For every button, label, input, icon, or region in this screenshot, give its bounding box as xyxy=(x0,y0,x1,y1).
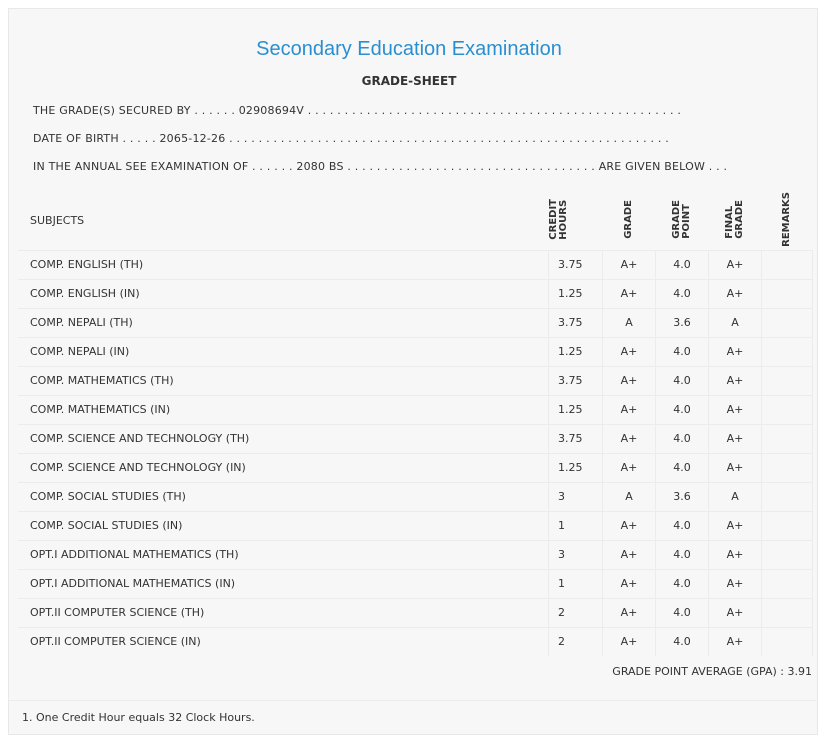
credit-hours-cell: 3 xyxy=(549,482,603,511)
final-grade-cell: A+ xyxy=(709,598,762,627)
remarks-cell xyxy=(762,366,813,395)
grade-cell: A+ xyxy=(603,337,656,366)
final-grade-cell: A+ xyxy=(709,627,762,656)
table-row xyxy=(18,627,813,656)
grade-point-cell: 4.0 xyxy=(656,366,709,395)
grade-cell: A xyxy=(603,482,656,511)
table-row xyxy=(18,279,813,308)
table-row xyxy=(18,569,813,598)
grade-point-cell: 4.0 xyxy=(656,453,709,482)
notes-list xyxy=(22,711,255,731)
grade-sheet-heading: GRADE-SHEET xyxy=(361,74,457,88)
header-grade-point xyxy=(656,192,709,250)
grade-cell: A+ xyxy=(603,627,656,656)
grade-cell: A+ xyxy=(603,598,656,627)
grade-point-cell: 4.0 xyxy=(656,395,709,424)
final-grade-cell: A+ xyxy=(709,366,762,395)
table-row xyxy=(18,540,813,569)
remarks-cell xyxy=(762,482,813,511)
grade-point-cell: 3.6 xyxy=(656,308,709,337)
credit-hours-cell: 3.75 xyxy=(549,250,603,279)
remarks-cell xyxy=(762,569,813,598)
subject-cell: COMP. SCIENCE AND TECHNOLOGY (TH) xyxy=(18,424,549,453)
grade-cell: A+ xyxy=(603,279,656,308)
final-grade-cell: A+ xyxy=(709,540,762,569)
table-row xyxy=(18,337,813,366)
grades-table xyxy=(18,192,813,656)
final-grade-cell: A+ xyxy=(709,337,762,366)
exam-line: IN THE ANNUAL SEE EXAMINATION OF . . . . . . 2080 BS . . . . . . . . . . . . . . . . . . . . . . . . . . . . . . . . . . ARE GIVEN BELOW . . . xyxy=(33,160,728,173)
credit-hours-cell: 1.25 xyxy=(549,395,603,424)
grade-point-cell: 4.0 xyxy=(656,627,709,656)
table-row xyxy=(18,424,813,453)
grade-point-cell: 3.6 xyxy=(656,482,709,511)
grade-point-cell: 4.0 xyxy=(656,250,709,279)
remarks-cell xyxy=(762,627,813,656)
grade-point-cell: 4.0 xyxy=(656,337,709,366)
table-row xyxy=(18,366,813,395)
credit-hours-cell: 2 xyxy=(549,627,603,656)
subject-cell: OPT.I ADDITIONAL MATHEMATICS (TH) xyxy=(18,540,549,569)
grade-point-cell: 4.0 xyxy=(656,279,709,308)
header-subjects xyxy=(18,192,549,250)
subject-cell: COMP. ENGLISH (TH) xyxy=(18,250,549,279)
header-grade-point-label: GRADE POINT xyxy=(671,200,692,239)
grade-cell: A+ xyxy=(603,395,656,424)
header-grade-label: GRADE xyxy=(623,200,634,239)
remarks-cell xyxy=(762,308,813,337)
final-grade-cell: A xyxy=(709,482,762,511)
credit-hours-cell: 3 xyxy=(549,540,603,569)
table-header-row xyxy=(18,192,813,250)
grade-cell: A+ xyxy=(603,424,656,453)
remarks-cell xyxy=(762,540,813,569)
subject-cell: COMP. NEPALI (IN) xyxy=(18,337,549,366)
grade-cell: A+ xyxy=(603,511,656,540)
credit-hours-cell: 1 xyxy=(549,511,603,540)
header-subjects-label: SUBJECTS xyxy=(30,214,85,228)
remarks-cell xyxy=(762,337,813,366)
remarks-cell xyxy=(762,250,813,279)
final-grade-cell: A+ xyxy=(709,250,762,279)
final-grade-cell: A+ xyxy=(709,395,762,424)
header-credit-hours xyxy=(549,192,603,250)
grade-cell: A+ xyxy=(603,366,656,395)
header-credit-hours-label: CREDIT HOURS xyxy=(547,199,569,240)
remarks-cell xyxy=(762,395,813,424)
credit-hours-cell: 3.75 xyxy=(549,366,603,395)
grade-cell: A xyxy=(603,308,656,337)
table-row xyxy=(18,395,813,424)
grade-cell: A+ xyxy=(603,453,656,482)
remarks-cell xyxy=(762,279,813,308)
credit-hours-cell: 1 xyxy=(549,569,603,598)
table-row xyxy=(18,308,813,337)
subject-cell: COMP. SOCIAL STUDIES (IN) xyxy=(18,511,549,540)
grade-point-cell: 4.0 xyxy=(656,424,709,453)
remarks-cell xyxy=(762,453,813,482)
page-title: Secondary Education Examination xyxy=(256,38,562,60)
header-remarks xyxy=(762,192,813,250)
table-row xyxy=(18,482,813,511)
remarks-cell xyxy=(762,424,813,453)
subject-cell: COMP. MATHEMATICS (TH) xyxy=(18,366,549,395)
header-final-grade xyxy=(709,192,762,250)
gpa-summary: GRADE POINT AVERAGE (GPA) : 3.91 xyxy=(612,665,812,678)
secured-by-line: THE GRADE(S) SECURED BY . . . . . . 02908694V . . . . . . . . . . . . . . . . . . . . . . . . . . . . . . . . . . . . . . . . . . . . . . . . . . . xyxy=(33,104,682,117)
final-grade-cell: A+ xyxy=(709,453,762,482)
subject-cell: COMP. ENGLISH (IN) xyxy=(18,279,549,308)
credit-hours-cell: 1.25 xyxy=(549,453,603,482)
table-row xyxy=(18,598,813,627)
final-grade-cell: A+ xyxy=(709,279,762,308)
table-row xyxy=(18,511,813,540)
header-grade xyxy=(603,192,656,250)
grade-cell: A+ xyxy=(603,250,656,279)
subject-cell: COMP. MATHEMATICS (IN) xyxy=(18,395,549,424)
subject-cell: COMP. NEPALI (TH) xyxy=(18,308,549,337)
subject-cell: COMP. SOCIAL STUDIES (TH) xyxy=(18,482,549,511)
final-grade-cell: A+ xyxy=(709,424,762,453)
credit-hours-cell: 2 xyxy=(549,598,603,627)
credit-hours-cell: 1.25 xyxy=(549,279,603,308)
credit-hours-cell: 3.75 xyxy=(549,424,603,453)
date-of-birth-line: DATE OF BIRTH . . . . . 2065-12-26 . . . . . . . . . . . . . . . . . . . . . . . . . . . . . . . . . . . . . . . . . . . . . . . . . . . . . . . . . . . . xyxy=(33,132,669,145)
subject-cell: OPT.II COMPUTER SCIENCE (TH) xyxy=(18,598,549,627)
grade-point-cell: 4.0 xyxy=(656,540,709,569)
header-final-grade-label: FINAL GRADE xyxy=(724,200,745,239)
subject-cell: COMP. SCIENCE AND TECHNOLOGY (IN) xyxy=(18,453,549,482)
grade-point-cell: 4.0 xyxy=(656,598,709,627)
remarks-cell xyxy=(762,511,813,540)
subject-cell: OPT.II COMPUTER SCIENCE (IN) xyxy=(18,627,549,656)
table-row xyxy=(18,453,813,482)
credit-hours-cell: 1.25 xyxy=(549,337,603,366)
header-remarks-label: REMARKS xyxy=(781,192,792,247)
subject-cell: OPT.I ADDITIONAL MATHEMATICS (IN) xyxy=(18,569,549,598)
divider xyxy=(8,700,818,701)
table-row xyxy=(18,250,813,279)
grade-point-cell: 4.0 xyxy=(656,569,709,598)
credit-hours-cell: 3.75 xyxy=(549,308,603,337)
final-grade-cell: A+ xyxy=(709,511,762,540)
remarks-cell xyxy=(762,598,813,627)
note-item: 1. One Credit Hour equals 32 Clock Hours. xyxy=(22,711,255,724)
grade-point-cell: 4.0 xyxy=(656,511,709,540)
grade-cell: A+ xyxy=(603,569,656,598)
grade-cell: A+ xyxy=(603,540,656,569)
final-grade-cell: A xyxy=(709,308,762,337)
final-grade-cell: A+ xyxy=(709,569,762,598)
